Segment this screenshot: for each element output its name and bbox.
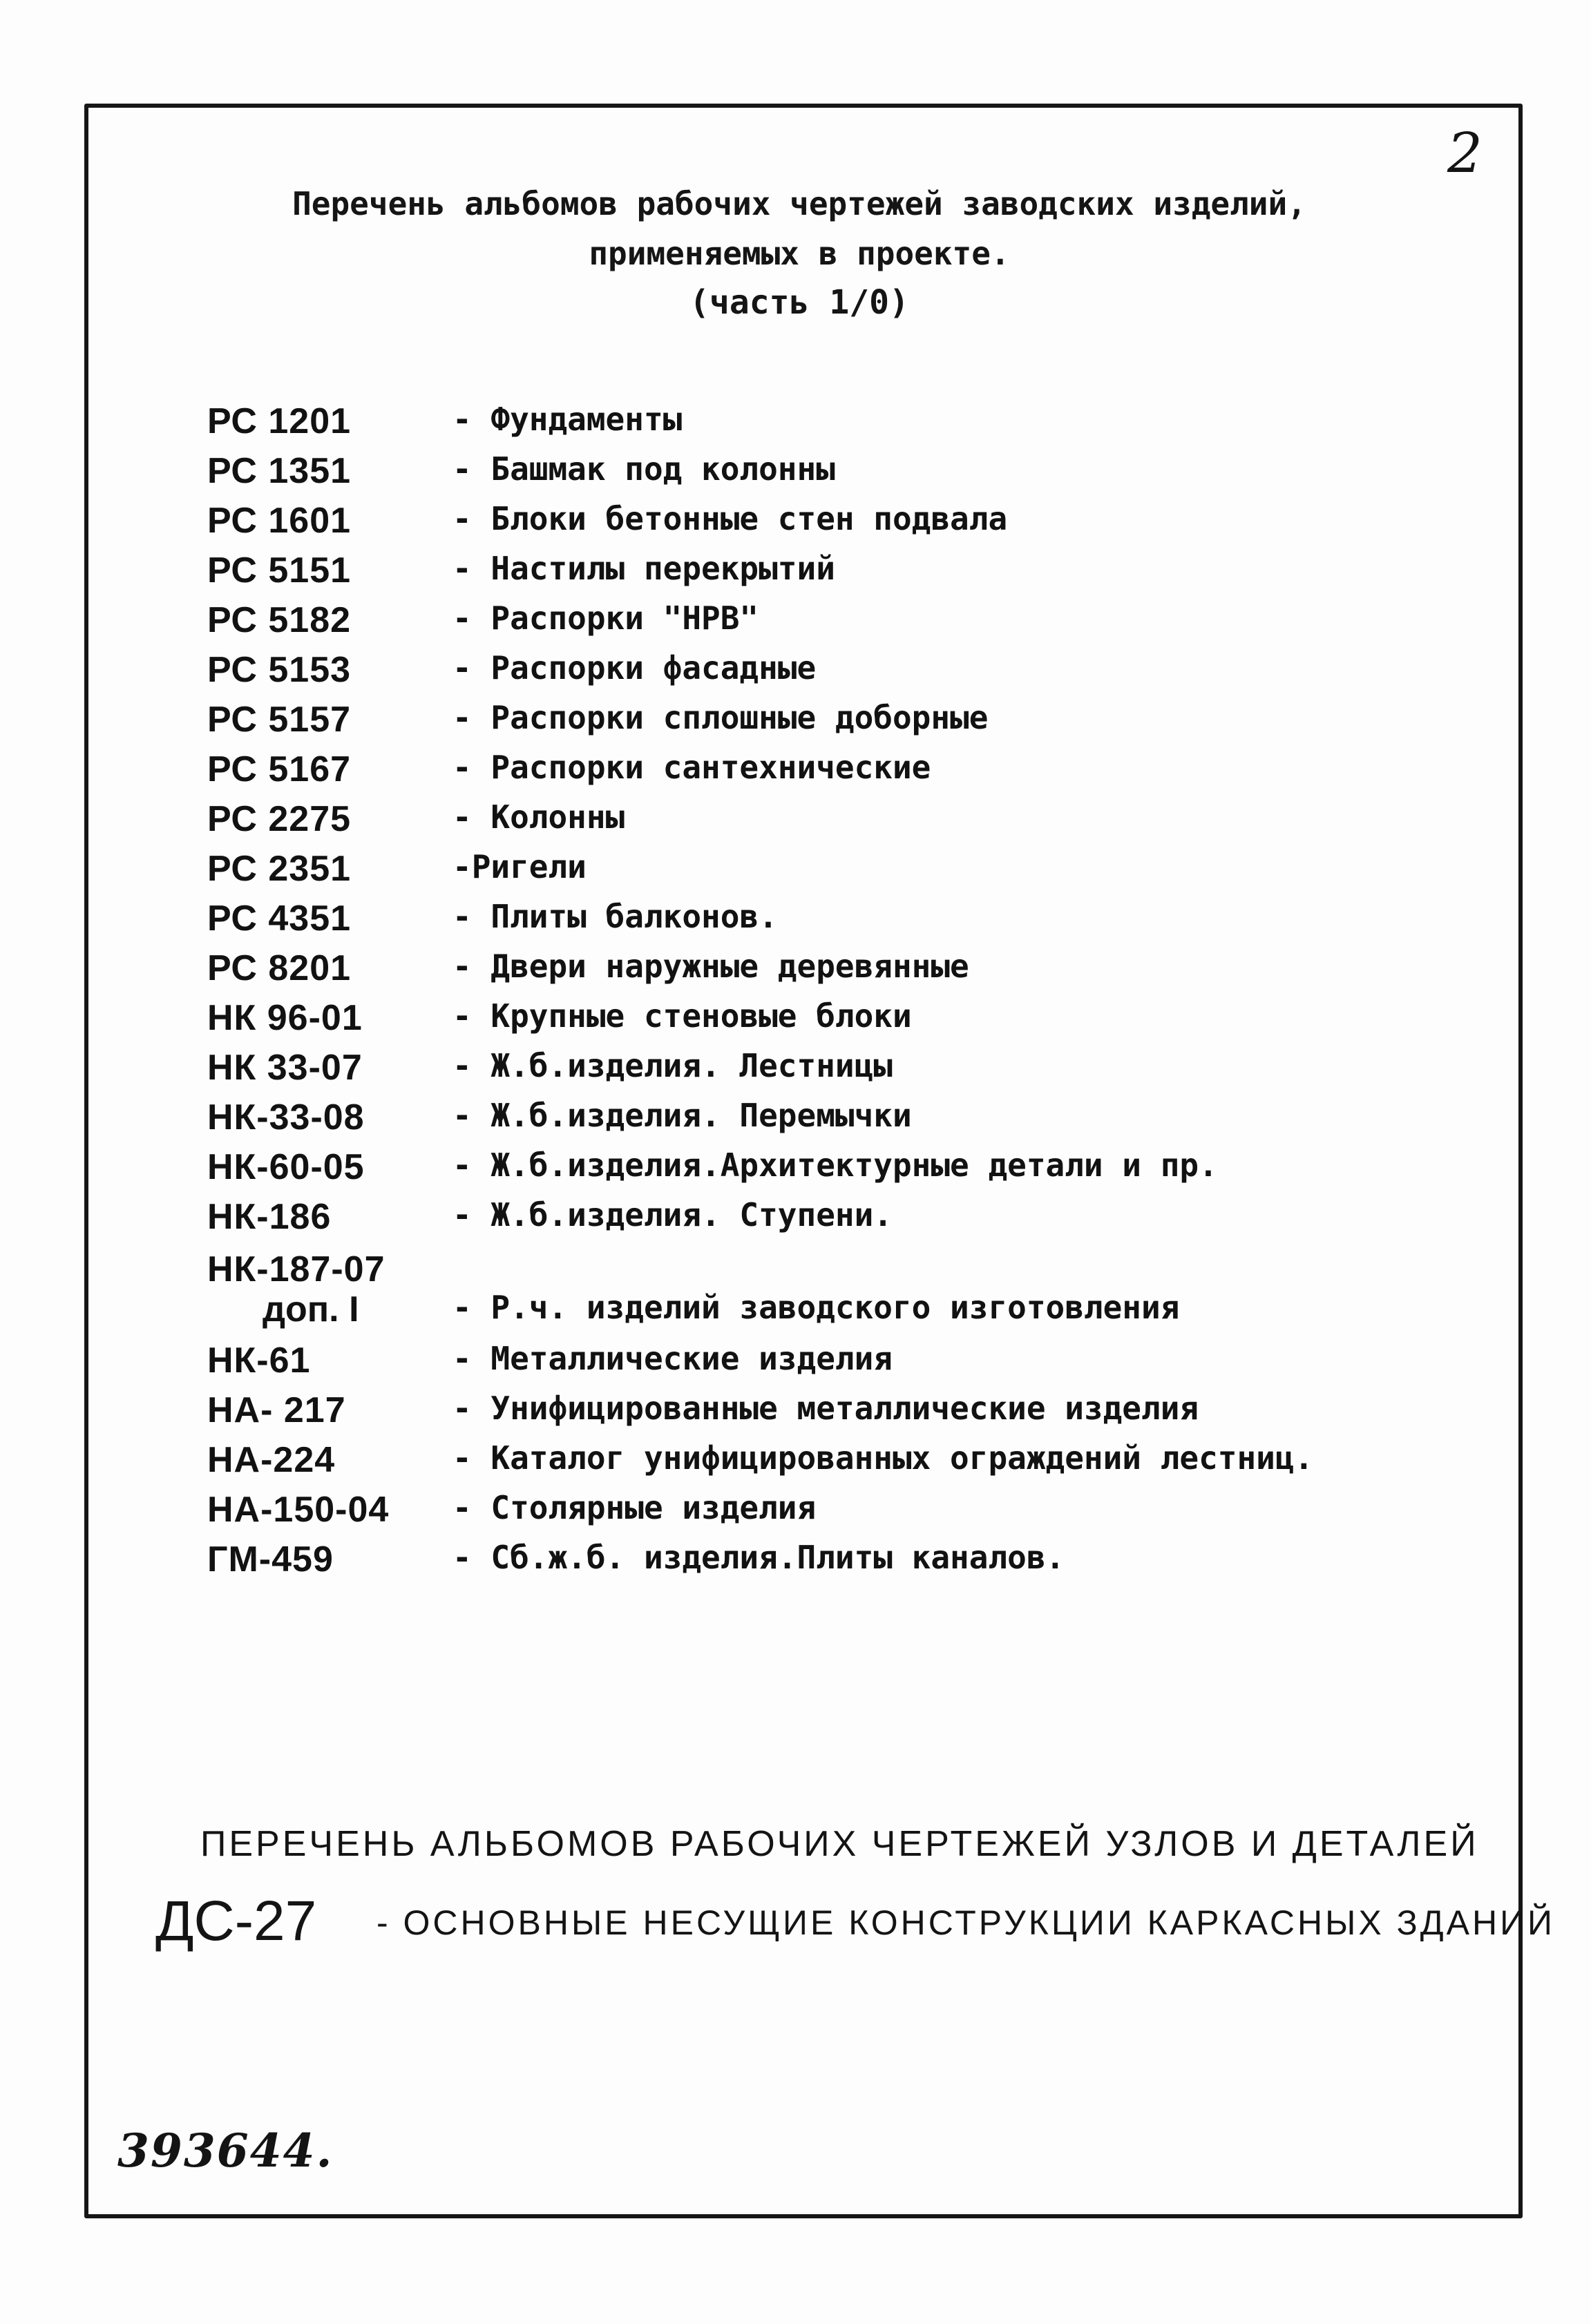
handwritten-code: ДС-27 xyxy=(155,1890,317,1952)
album-code: РС 4351 xyxy=(207,899,352,939)
album-code: РС 5182 xyxy=(207,600,352,640)
album-code: РС 1601 xyxy=(207,501,352,541)
album-code: НК 33-07 xyxy=(207,1048,363,1088)
album-code: НА- 217 xyxy=(207,1390,346,1430)
page-number: 2 xyxy=(1447,121,1483,185)
album-code: РС 5167 xyxy=(207,749,352,789)
album-code: РС 5151 xyxy=(207,550,352,590)
album-description: - Блоки бетонные стен подвала xyxy=(452,500,1008,537)
album-description: - Унифицированные металлические изделия xyxy=(452,1390,1199,1427)
album-description: - Крупные стеновые блоки xyxy=(452,997,912,1035)
album-code: НК-61 xyxy=(207,1341,311,1381)
album-code: НК-33-08 xyxy=(207,1097,365,1137)
album-code: РС 8201 xyxy=(207,948,352,988)
album-code: НА-224 xyxy=(207,1440,336,1480)
album-code-supplement: доп. I xyxy=(263,1289,359,1329)
album-description: - Башмак под колонны xyxy=(452,450,835,488)
album-code: НА-150-04 xyxy=(207,1490,390,1530)
album-description: - Металлические изделия xyxy=(452,1340,893,1377)
album-description: - Сб.ж.б. изделия.Плиты каналов. xyxy=(452,1539,1065,1576)
handwritten-heading: ПЕРЕЧЕНЬ АЛЬБОМОВ РАБОЧИХ ЧЕРТЕЖЕЙ УЗЛОВ И ДЕТАЛЕЙ xyxy=(200,1824,1479,1864)
album-description: - Настилы перекрытий xyxy=(452,550,835,587)
album-code: РС 5157 xyxy=(207,700,352,740)
album-code: РС 2351 xyxy=(207,849,352,889)
album-description: - Двери наружные деревянные xyxy=(452,948,969,985)
album-description: - Распорки сантехнические xyxy=(452,749,931,786)
title-line-1: Перечень альбомов рабочих чертежей заводских изделий, xyxy=(292,185,1306,222)
title-line-3: (часть 1/0) xyxy=(689,283,909,322)
album-description: - Ж.б.изделия. Перемычки xyxy=(452,1097,912,1134)
album-description: - Плиты балконов. xyxy=(452,898,778,935)
album-code: НК-60-05 xyxy=(207,1147,365,1187)
album-description: - Распорки сплошные доборные xyxy=(452,699,989,736)
album-description: -Ригели xyxy=(452,848,587,885)
title-line-2: применяемых в проекте. xyxy=(589,235,1010,272)
album-description: - Ж.б.изделия.Архитектурные детали и пр. xyxy=(452,1146,1218,1184)
inventory-number: 393644. xyxy=(117,2124,334,2178)
album-description: - Ж.б.изделия. Лестницы xyxy=(452,1047,893,1084)
album-code: НК 96-01 xyxy=(207,998,363,1038)
album-code: НК-187-07 xyxy=(207,1249,385,1289)
album-code: РС 1351 xyxy=(207,451,352,491)
album-description: - Фундаменты xyxy=(452,401,683,438)
album-description: - Колонны xyxy=(452,798,625,836)
album-code: РС 5153 xyxy=(207,650,352,690)
album-code: ГМ-459 xyxy=(207,1539,334,1579)
album-description: - Ж.б.изделия. Ступени. xyxy=(452,1196,893,1233)
handwritten-description: - ОСНОВНЫЕ НЕСУЩИЕ КОНСТРУКЦИИ КАРКАСНЫХ ЗДАНИЙ xyxy=(377,1903,1555,1942)
album-description: - Каталог унифицированных ограждений лестниц. xyxy=(452,1439,1314,1477)
album-code: РС 1201 xyxy=(207,401,352,441)
album-code: РС 2275 xyxy=(207,799,352,839)
album-code: НК-186 xyxy=(207,1197,332,1237)
album-description: - Р.ч. изделий заводского изготовления xyxy=(452,1289,1180,1326)
album-description: - Распорки "НРВ" xyxy=(452,599,759,637)
album-description: - Столярные изделия xyxy=(452,1489,817,1526)
album-description: - Распорки фасадные xyxy=(452,649,817,686)
